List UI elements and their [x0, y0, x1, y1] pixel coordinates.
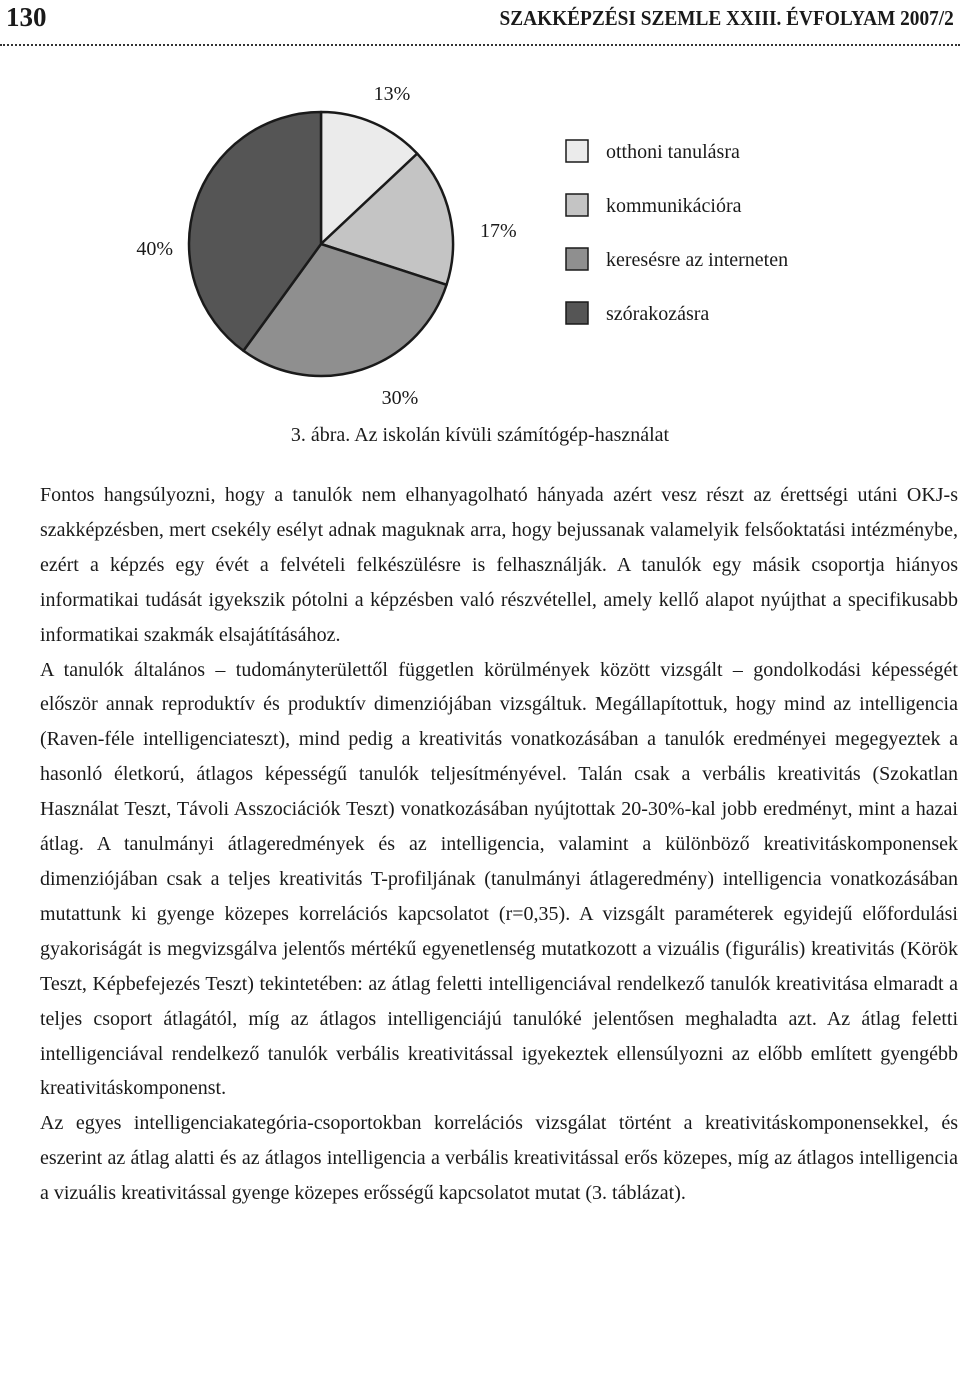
legend-label: otthoni tanulásra [606, 141, 740, 163]
legend-label: szórakozásra [606, 303, 710, 325]
legend-swatch [566, 194, 588, 216]
paragraph [40, 653, 958, 1107]
slice-label: 13% [373, 83, 411, 105]
paragraph-text: Fontos hangsúlyozni, hogy a tanulók nem elhanyagolható hányada azért vesz részt az érettségi utáni OKJ-s szakképzésben, mert csekély esélyt adnak maguknak arra, hogy bejussanak valamelyik felsőoktatási intézménybe, ezért a képzés egy évét a felvételi felkészülésre is felhasználják. A tanulók egy másik csoportja hiányos informatikai tudását igyekszik pótolni a képzésben való részvétellel, amely kellő alapot nyújthat a specifikusabb informatikai szakmák elsajátításához. [40, 484, 958, 646]
slice-label: 40% [136, 238, 173, 260]
paragraph [40, 1106, 958, 1211]
caption-text: Az iskolán kívüli számítógép-használat [354, 424, 670, 446]
legend-swatch [566, 248, 588, 270]
legend-label: keresésre az interneten [606, 249, 789, 271]
figure-caption [0, 424, 960, 447]
body-text [40, 478, 958, 1211]
legend-swatch [566, 140, 588, 162]
paragraph-text: A tanulók általános – tudományterülettől független körülmények között vizsgált – gondolkodási képességét először annak reproduktív és produktív dimenziójában vizsgáltuk. Megállapítottuk, hogy mind az intelligencia (Raven-féle intelligenciateszt), mind pedig a kreativitás vonatkozásában a tanulók eredményei megegyeztek a hasonló életkorú, átlagos képességű tanulók teljesítményével. Talán csak a verbális kreativitás (Szokatlan Használat Teszt, Távoli Asszociációk Teszt) vonatkozásában nyújtottak 20-30%-kal jobb eredményt, mint a hazai átlag. A tanulmányi átlageredmények és az intelligencia, valamint a különböző kreativitáskomponensek dimenziójában csak a teljes kreativitás T-profiljának (tanulmányi átlageredmény) intelligencia vonatkozásában mutattunk ki gyenge közepes korrelációs kapcsolatot (r=0,35). A vizsgált paraméterek egyidejű előfordulási gyakoriságát is megvizsgálva jelentős mértékű egyenetlenség mutatkozott a vizuális (figurális) kreativitás (Körök Teszt, Képbefejezés Teszt) tekintetében: az átlag feletti intelligenciával rendelkező tanulók kreativitása elmaradt a teljes csoport átlagától, míg az átlagos intelligenciájú tanulóké jelentősen meghaladta azt. Az átlag feletti intelligenciával rendelkező tanulók verbális kreativitással igyekeztek ellensúlyozni az előbb említett gyengébb kreativitáskomponenst. [40, 658, 958, 1100]
pie-chart [0, 60, 960, 420]
paragraph [40, 478, 958, 653]
slice-label: 17% [480, 220, 517, 242]
paragraph-text: Az egyes intelligenciakategória-csoportokban korrelációs vizsgálat történt a kreativitáskomponensekkel, és eszerint az átlag alatti és az átlagos intelligencia a verbális kreativitással erős közepes, míg az átlagos intelligencia a vizuális kreativitással gyenge közepes erősségű kapcsolatot mutat (3. táblázat). [40, 1112, 958, 1205]
legend-label: kommunikációra [606, 195, 742, 217]
legend-swatch [566, 302, 588, 324]
page-header [0, 0, 960, 46]
page-number: 130 [6, 2, 47, 32]
caption-prefix: 3. ábra. [290, 424, 351, 446]
slice-label: 30% [381, 387, 419, 409]
list-dash [6, 1106, 40, 1141]
list-dash [6, 478, 40, 513]
running-title: SZAKKÉPZÉSI SZEMLE XXIII. ÉVFOLYAM 2007/2 [499, 6, 954, 30]
list-dash [6, 653, 40, 688]
